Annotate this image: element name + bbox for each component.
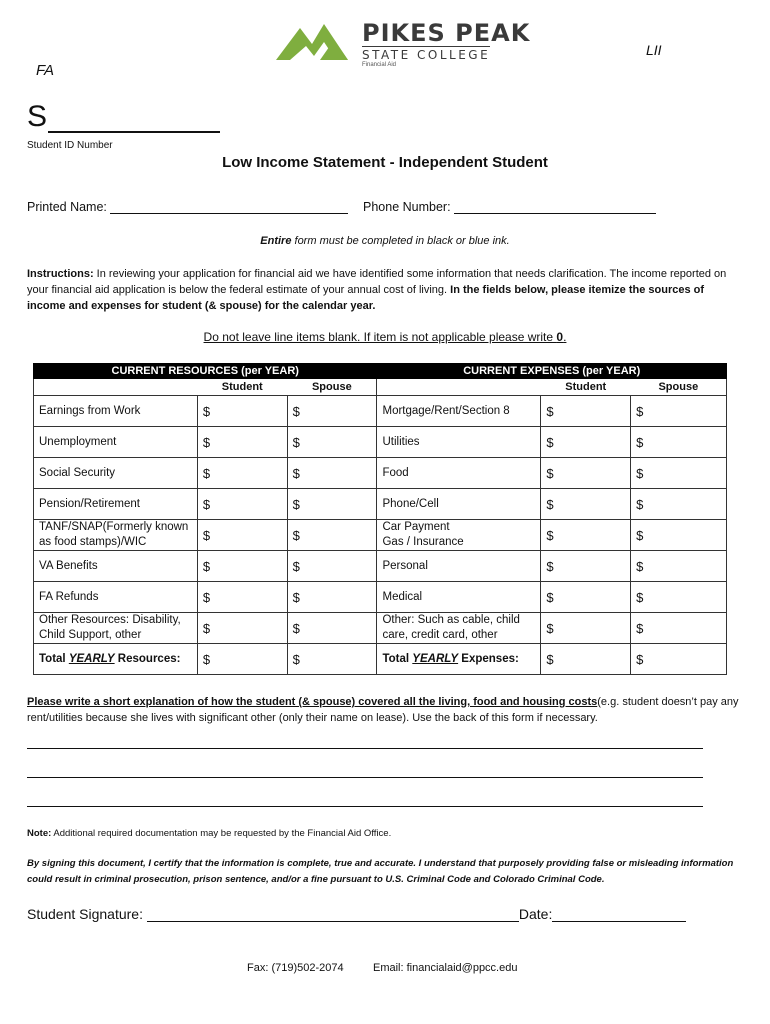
header-blank: [377, 379, 541, 396]
instructions-bold: In the fields below, please itemize the sources of income and expenses for student (& spouse) for the calendar year.: [27, 284, 705, 312]
expense-spouse-amount[interactable]: $: [631, 582, 727, 613]
resource-label: VA Benefits: [34, 551, 198, 582]
expense-label: Phone/Cell: [377, 489, 541, 520]
resource-spouse-amount[interactable]: $: [287, 458, 377, 489]
expense-spouse-amount[interactable]: $: [631, 613, 727, 644]
table-row: [34, 396, 727, 427]
resource-spouse-amount[interactable]: $: [287, 489, 377, 520]
expense-spouse-amount[interactable]: $: [631, 396, 727, 427]
printed-name-label: Printed Name:: [27, 200, 107, 214]
resource-label: FA Refunds: [34, 582, 198, 613]
resources-student-col: Student: [197, 379, 287, 396]
total-expenses-label: Total YEARLY Expenses:: [377, 644, 541, 675]
page-title: Low Income Statement - Independent Student: [222, 154, 548, 171]
printed-name-field[interactable]: [110, 201, 348, 214]
do-not-blank-note: [0, 330, 770, 344]
expense-label: Personal: [377, 551, 541, 582]
resources-expenses-table: [33, 363, 727, 675]
expense-student-amount[interactable]: $: [541, 582, 631, 613]
resource-spouse-amount[interactable]: $: [287, 427, 377, 458]
resource-label: Pension/Retirement: [34, 489, 198, 520]
resource-label: Social Security: [34, 458, 198, 489]
resources-header: CURRENT RESOURCES (per YEAR): [34, 364, 377, 379]
college-logo: [276, 18, 531, 70]
student-id-prefix: S: [27, 100, 48, 133]
signature-label: Student Signature:: [27, 906, 143, 922]
phone-field[interactable]: [454, 201, 656, 214]
expenses-header: CURRENT EXPENSES (per YEAR): [377, 364, 727, 379]
resource-student-amount[interactable]: $: [197, 489, 287, 520]
total-resources-student[interactable]: $: [197, 644, 287, 675]
resource-label: Other Resources: Disability, Child Support, other: [34, 613, 198, 644]
phone-label: Phone Number:: [363, 200, 451, 214]
expense-student-amount[interactable]: $: [541, 613, 631, 644]
form-code: LII: [646, 42, 662, 58]
resource-student-amount[interactable]: $: [197, 427, 287, 458]
expense-label: Other: Such as cable, child care, credit card, other: [377, 613, 541, 644]
do-not-blank-zero: 0: [556, 330, 564, 344]
total-expenses-spouse[interactable]: $: [631, 644, 727, 675]
email-address: Email: financialaid@ppcc.edu: [373, 962, 518, 974]
resource-student-amount[interactable]: $: [197, 458, 287, 489]
total-resources-label: Total YEARLY Resources:: [34, 644, 198, 675]
resource-label: Earnings from Work: [34, 396, 198, 427]
expense-spouse-amount[interactable]: $: [631, 551, 727, 582]
explanation-line-1[interactable]: [27, 748, 703, 749]
expense-student-amount[interactable]: $: [541, 458, 631, 489]
expense-label: Car Payment Gas / Insurance: [377, 520, 541, 551]
expense-spouse-amount[interactable]: $: [631, 458, 727, 489]
expense-student-amount[interactable]: $: [541, 489, 631, 520]
table-row: [34, 613, 727, 644]
expense-student-amount[interactable]: $: [541, 427, 631, 458]
expenses-student-col: Student: [541, 379, 631, 396]
resource-student-amount[interactable]: $: [197, 396, 287, 427]
resource-label: TANF/SNAP(Formerly known as food stamps)/WIC: [34, 520, 198, 551]
ink-note-bold: Entire: [260, 235, 292, 247]
table-row: [34, 427, 727, 458]
explanation-text: (e.g. student doesn’t pay any rent/utilities because she lives with significant other (only their name on lease). Use the back of this form if necessary.: [27, 696, 739, 724]
table-row: [34, 489, 727, 520]
certification-text: By signing this document, I certify that the information is complete, true and accurate. I understand that purposely providing false or misleading information could result in criminal prosecution, prison sentence, and/or a fine pursuant to U.S. Criminal Code and Colorado Criminal Code.: [27, 858, 734, 885]
expenses-spouse-col: Spouse: [631, 379, 727, 396]
instructions-text: In reviewing your application for financial aid we have identified some information that needs clarification. The income reported on your financial aid application is below the federal estimate of your annual cost of living.: [27, 268, 727, 296]
expense-label: Utilities: [377, 427, 541, 458]
table-row: [34, 551, 727, 582]
fax-number: Fax: (719)502-2074: [247, 962, 344, 974]
total-resources-spouse[interactable]: $: [287, 644, 377, 675]
resource-spouse-amount[interactable]: $: [287, 396, 377, 427]
expense-student-amount[interactable]: $: [541, 520, 631, 551]
student-id-field[interactable]: [48, 131, 220, 133]
ink-note: [0, 235, 770, 247]
resource-spouse-amount[interactable]: $: [287, 520, 377, 551]
logo-dept: Financial Aid: [362, 62, 397, 68]
ink-note-text: form must be completed in black or blue ink.: [291, 235, 510, 247]
mountain-logo-icon: [276, 20, 360, 64]
student-id-label: Student ID Number: [27, 140, 113, 151]
resource-spouse-amount[interactable]: $: [287, 551, 377, 582]
resource-student-amount[interactable]: $: [197, 551, 287, 582]
total-expenses-student[interactable]: $: [541, 644, 631, 675]
resource-spouse-amount[interactable]: $: [287, 613, 377, 644]
table-row: [34, 520, 727, 551]
expense-spouse-amount[interactable]: $: [631, 427, 727, 458]
instructions-label: Instructions:: [27, 268, 94, 280]
instructions: [27, 266, 743, 314]
expense-student-amount[interactable]: $: [541, 551, 631, 582]
explanation-line-2[interactable]: [27, 777, 703, 778]
date-label: Date:: [518, 906, 553, 922]
do-not-blank-end: .: [563, 330, 567, 344]
resource-spouse-amount[interactable]: $: [287, 582, 377, 613]
signature-field[interactable]: [147, 907, 519, 922]
do-not-blank-text: Do not leave line items blank. If item is not applicable please write: [203, 330, 557, 344]
resource-student-amount[interactable]: $: [197, 613, 287, 644]
explanation-prompt: [27, 694, 747, 726]
header-blank: [34, 379, 198, 396]
note-label: Note:: [27, 828, 52, 839]
signature-row: [27, 906, 686, 922]
expense-student-amount[interactable]: $: [541, 396, 631, 427]
date-field[interactable]: [552, 907, 686, 922]
resource-label: Unemployment: [34, 427, 198, 458]
explanation-bold: Please write a short explanation of how the student (& spouse) covered all the living, food and housing costs: [27, 696, 598, 708]
expense-spouse-amount[interactable]: $: [631, 520, 727, 551]
note-text: Additional required documentation may be requested by the Financial Aid Office.: [51, 828, 392, 839]
table-row: [34, 582, 727, 613]
resource-student-amount[interactable]: $: [197, 520, 287, 551]
expense-spouse-amount[interactable]: $: [631, 489, 727, 520]
logo-name: PIKES PEAK: [362, 19, 531, 47]
resource-student-amount[interactable]: $: [197, 582, 287, 613]
expense-label: Mortgage/Rent/Section 8: [377, 396, 541, 427]
fa-label: FA: [36, 62, 55, 79]
table-row: [34, 458, 727, 489]
phone-row: [363, 200, 656, 214]
printed-name-row: [27, 200, 348, 214]
explanation-line-3[interactable]: [27, 806, 703, 807]
documentation-note: [27, 828, 391, 839]
logo-subname: STATE COLLEGE: [362, 48, 491, 62]
expense-label: Medical: [377, 582, 541, 613]
resources-spouse-col: Spouse: [287, 379, 377, 396]
expense-label: Food: [377, 458, 541, 489]
